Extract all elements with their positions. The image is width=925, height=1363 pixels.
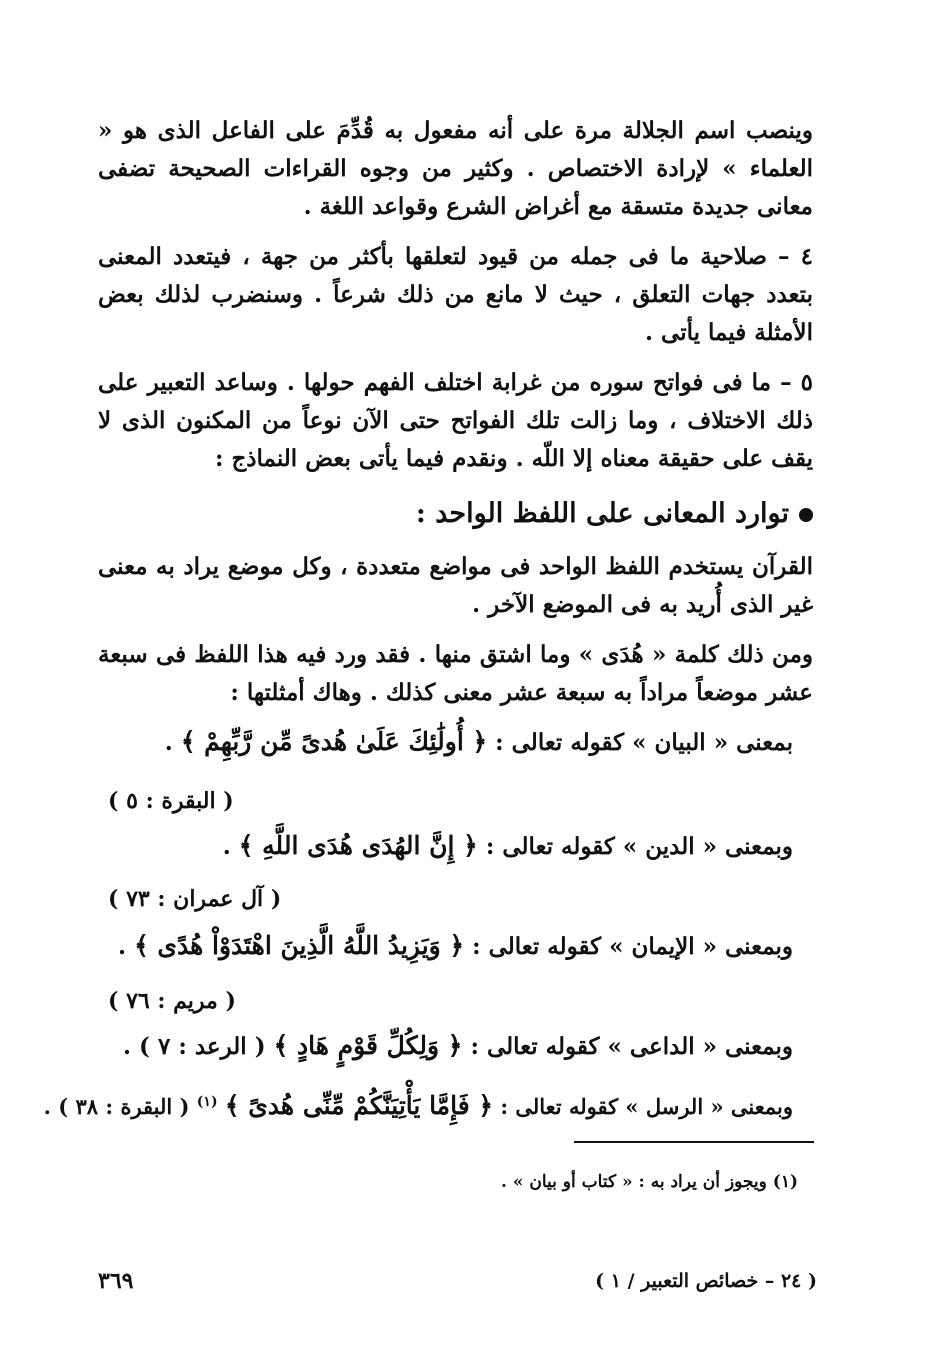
footnote: (١) ويجوز أن يراد به : « كتاب أو بيان » . (500, 1172, 798, 1192)
section-heading-text: توارد المعانى على اللفظ الواحد : (415, 498, 789, 529)
example-din (98, 826, 793, 867)
example-rusul (43, 1082, 793, 1127)
paragraph-intro: القرآن يستخدم اللفظ الواحد فى مواضع متعددة ، وكل موضع يراد به معنى غير الذى أُريد به فى الموضع الآخر . (98, 553, 813, 618)
page-number: ٣٦٩ (98, 1268, 134, 1294)
quran-verse: ﴿ وَلِكُلِّ قَوْمٍ هَادٍ ﴾ (273, 1031, 463, 1060)
quran-verse: ﴿ فَإِمَّا يَأْتِيَنَّكُمْ مِّنِّى هُدىً ﴾ (224, 1091, 493, 1120)
quran-verse: ﴿ أُولَٰئِكَ عَلَىٰ هُدىً مِّن رَّبِّهِمْ ﴾ (180, 727, 488, 756)
running-footer: ( ٢٤ – خصائص التعبير / ١ ) (595, 1270, 817, 1292)
example-intro: وبمعنى « الدين » كقوله تعالى : (485, 833, 793, 860)
example-dai (98, 1026, 793, 1067)
verse-reference: ( آل عمران : ٧٣ ) (108, 886, 282, 912)
example-end: . (118, 933, 127, 960)
bullet-icon (799, 508, 813, 522)
example-end: . (222, 833, 231, 860)
paragraph-point-5: ٥ – ما فى فواتح سوره من غرابة اختلف الفهم حولها . وساعد التعبير على ذلك الاختلاف ، وما زالت تلك الفواتح حتى الآن نوعاً من المكنون الذى لا يقف على حقيقة معناه إلا اللّه . ونقدم فيما يأتى بعض النماذج : (98, 369, 813, 472)
verse-reference: ( الرعد : ٧ ) . (123, 1033, 266, 1060)
paragraph-point-4: ٤ – صلاحية ما فى جمله من قيود لتعلقها بأكثر من جهة ، فيتعدد المعنى بتعدد جهات التعلق ، حيث لا مانع من ذلك شرعاً . وسنضرب لذلك بعض الأمثلة فيما يأتى . (98, 243, 813, 346)
paragraph-huda: ومن ذلك كلمة « هُدَى » وما اشتق منها . فقد ورد فيه هذا اللفظ فى سبعة عشر موضعاً مراداً به سبعة عشر معنى كذلك . وهاك أمثلتها : (98, 641, 813, 706)
example-iman (98, 926, 793, 967)
footnote-divider (574, 1141, 814, 1143)
paragraph-qiraat: وينصب اسم الجلالة مرة على أنه مفعول به قُدِّمَ على الفاعل الذى هو « العلماء » لإرادة الاختصاص . وكثير من وجوه القراءات الصحيحة تضفى معانى جديدة متسقة مع أغراض الشرع وقواعد اللغة . (98, 117, 813, 220)
example-intro: وبمعنى « الداعى » كقوله تعالى : (470, 1033, 793, 1060)
footnote-marker[interactable]: (١) (196, 1094, 218, 1110)
verse-reference: ( البقرة : ٥ ) (108, 788, 234, 814)
example-bayan (98, 722, 793, 763)
quran-verse: ﴿ وَيَزِيدُ اللَّهُ الَّذِينَ اهْتَدَوْاْ هُدًى ﴾ (134, 931, 465, 960)
example-intro: بمعنى « البيان » كقوله تعالى : (495, 729, 793, 756)
quran-verse: ﴿ إِنَّ الهُدَى هُدَى اللَّهِ ﴾ (238, 831, 478, 860)
example-intro: وبمعنى « الرسل » كقوله تعالى : (500, 1094, 793, 1119)
example-end: . (164, 729, 173, 756)
example-intro: وبمعنى « الإيمان » كقوله تعالى : (472, 933, 793, 960)
section-heading (98, 490, 813, 538)
verse-reference: ( مريم : ٧٦ ) (108, 988, 236, 1014)
verse-reference: ( البقرة : ٣٨ ) . (43, 1094, 190, 1119)
